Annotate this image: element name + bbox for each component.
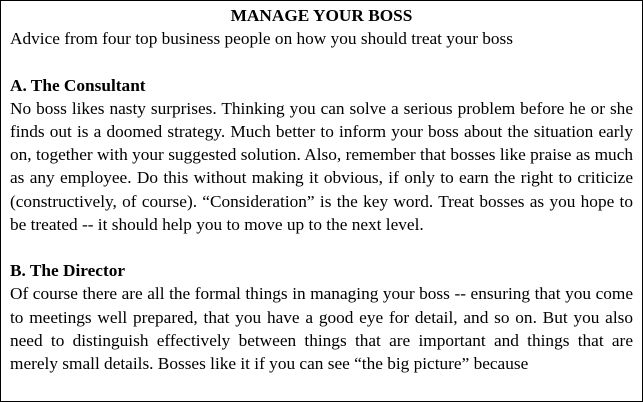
spacer <box>10 50 633 73</box>
section-heading: A. The Consultant <box>10 75 146 95</box>
document-title: MANAGE YOUR BOSS <box>230 6 413 25</box>
document-subtitle: Advice from four top business people on how you should treat your boss <box>10 29 514 49</box>
section-director <box>10 259 633 375</box>
section-heading: B. The Director <box>10 261 126 281</box>
spacer <box>10 236 633 259</box>
section-body: No boss likes nasty surprises. Thinking you can solve a serious problem before he or she finds out is a doomed strategy. Much better to inform your boss about the situation early on, together with your suggested solution. Also, remember that bosses like praise as much as any employee. Do this without making it obvious, if only to earn the right to criticize (constructively, of course). “Consideration” is the key word. Treat bosses as you hope to be treated -- it should help you to move up to the next level. <box>10 98 633 234</box>
section-body: Of course there are all the formal things in managing your boss -- ensuring that you come to meetings well prepared, that you have a good eye for detail, and so on. But you also need to distinguish effectively between things that are important and things that are merely small details. Bosses like it if you can see “the big picture” because <box>10 284 633 374</box>
section-consultant <box>10 74 633 236</box>
